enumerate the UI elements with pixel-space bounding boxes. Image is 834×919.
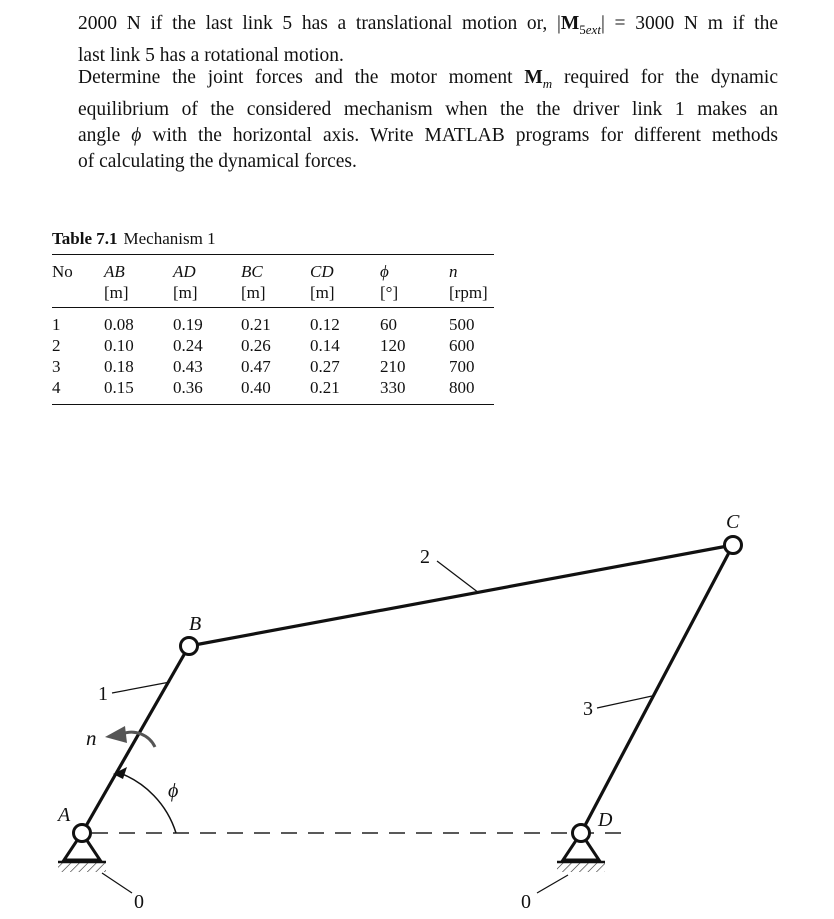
table-cell: 0.18 (104, 357, 134, 376)
label-speed-n: n (86, 726, 97, 750)
header-n: n [rpm] (449, 262, 488, 302)
label-d: D (598, 809, 613, 831)
joint-a (74, 825, 91, 842)
paragraph-2-line-3: angle ϕ with the horizontal axis. Write MATLAB programs for different methods (78, 124, 778, 146)
table-cell: 60 (380, 315, 397, 334)
leader-link-2 (437, 561, 479, 593)
header-bc: BC [m] (241, 262, 266, 302)
label-angle-phi: ϕ (168, 780, 179, 802)
paragraph-2-line-2: equilibrium of the considered mechanism when the the driver link 1 makes an (78, 98, 778, 120)
table-cell: 0.40 (241, 378, 271, 397)
table-cell: 2 (52, 336, 61, 355)
header-cd: CD [m] (310, 262, 335, 302)
table-cell: 0.12 (310, 315, 340, 334)
label-c: C (726, 511, 740, 533)
table-title: Mechanism 1 (123, 229, 216, 248)
table-cell: 0.14 (310, 336, 340, 355)
label-link-1: 1 (98, 683, 108, 705)
label-link-3: 3 (583, 698, 593, 720)
table-cell: 3 (52, 357, 61, 376)
label-ground-left: 0 (134, 891, 144, 913)
leader-ground-left (102, 873, 132, 893)
header-no: No (52, 262, 73, 281)
joint-d (573, 825, 590, 842)
header-phi: ϕ [°] (380, 262, 399, 302)
table-cell: 0.19 (173, 315, 203, 334)
label-link-2: 2 (420, 546, 430, 568)
table-cell: 0.10 (104, 336, 134, 355)
table-cell: 0.43 (173, 357, 203, 376)
table-cell: 210 (380, 357, 406, 376)
table-cell: 0.26 (241, 336, 271, 355)
table-cell: 500 (449, 315, 475, 334)
paragraph-1-line-2: last link 5 has a rotational motion. (78, 44, 344, 66)
leader-link-3 (597, 696, 652, 708)
rotation-arrowhead (105, 726, 127, 743)
table-cell: 0.36 (173, 378, 203, 397)
label-b: B (189, 613, 202, 635)
link-1 (82, 646, 189, 833)
joint-c (725, 537, 742, 554)
table-cell: 1 (52, 315, 61, 334)
table-cell: 4 (52, 378, 61, 397)
header-ab: AB [m] (104, 262, 129, 302)
paragraph-1-line-1: 2000 N if the last link 5 has a translational motion or, $|M_{5ext}| = 3000$ N m if the (78, 13, 778, 37)
leader-ground-right (537, 875, 568, 893)
rotation-arrow (122, 732, 155, 747)
joint-b (181, 638, 198, 655)
table-cell: 800 (449, 378, 475, 397)
table-cell: 600 (449, 336, 475, 355)
label-ground-right: 0 (521, 891, 531, 913)
table-cell: 0.21 (241, 315, 271, 334)
table-cell: 0.15 (104, 378, 134, 397)
table-cell: 330 (380, 378, 406, 397)
table-cell: 120 (380, 336, 406, 355)
table-label: Table 7.1 (52, 229, 118, 248)
header-ad: AD [m] (173, 262, 198, 302)
label-a: A (58, 804, 71, 826)
table-cell: 0.27 (310, 357, 340, 376)
table-cell: 0.24 (173, 336, 203, 355)
paragraph-2-line-1: Determine the joint forces and the motor moment $M_m$ required for the dynamic (78, 67, 778, 91)
link-3 (581, 545, 733, 833)
link-2 (189, 545, 733, 646)
table-cell: 0.08 (104, 315, 134, 334)
table-cell: 0.21 (310, 378, 340, 397)
paragraph-2-line-4: of calculating the dynamical forces. (78, 150, 357, 172)
table-cell: 700 (449, 357, 475, 376)
table-cell: 0.47 (241, 357, 271, 376)
